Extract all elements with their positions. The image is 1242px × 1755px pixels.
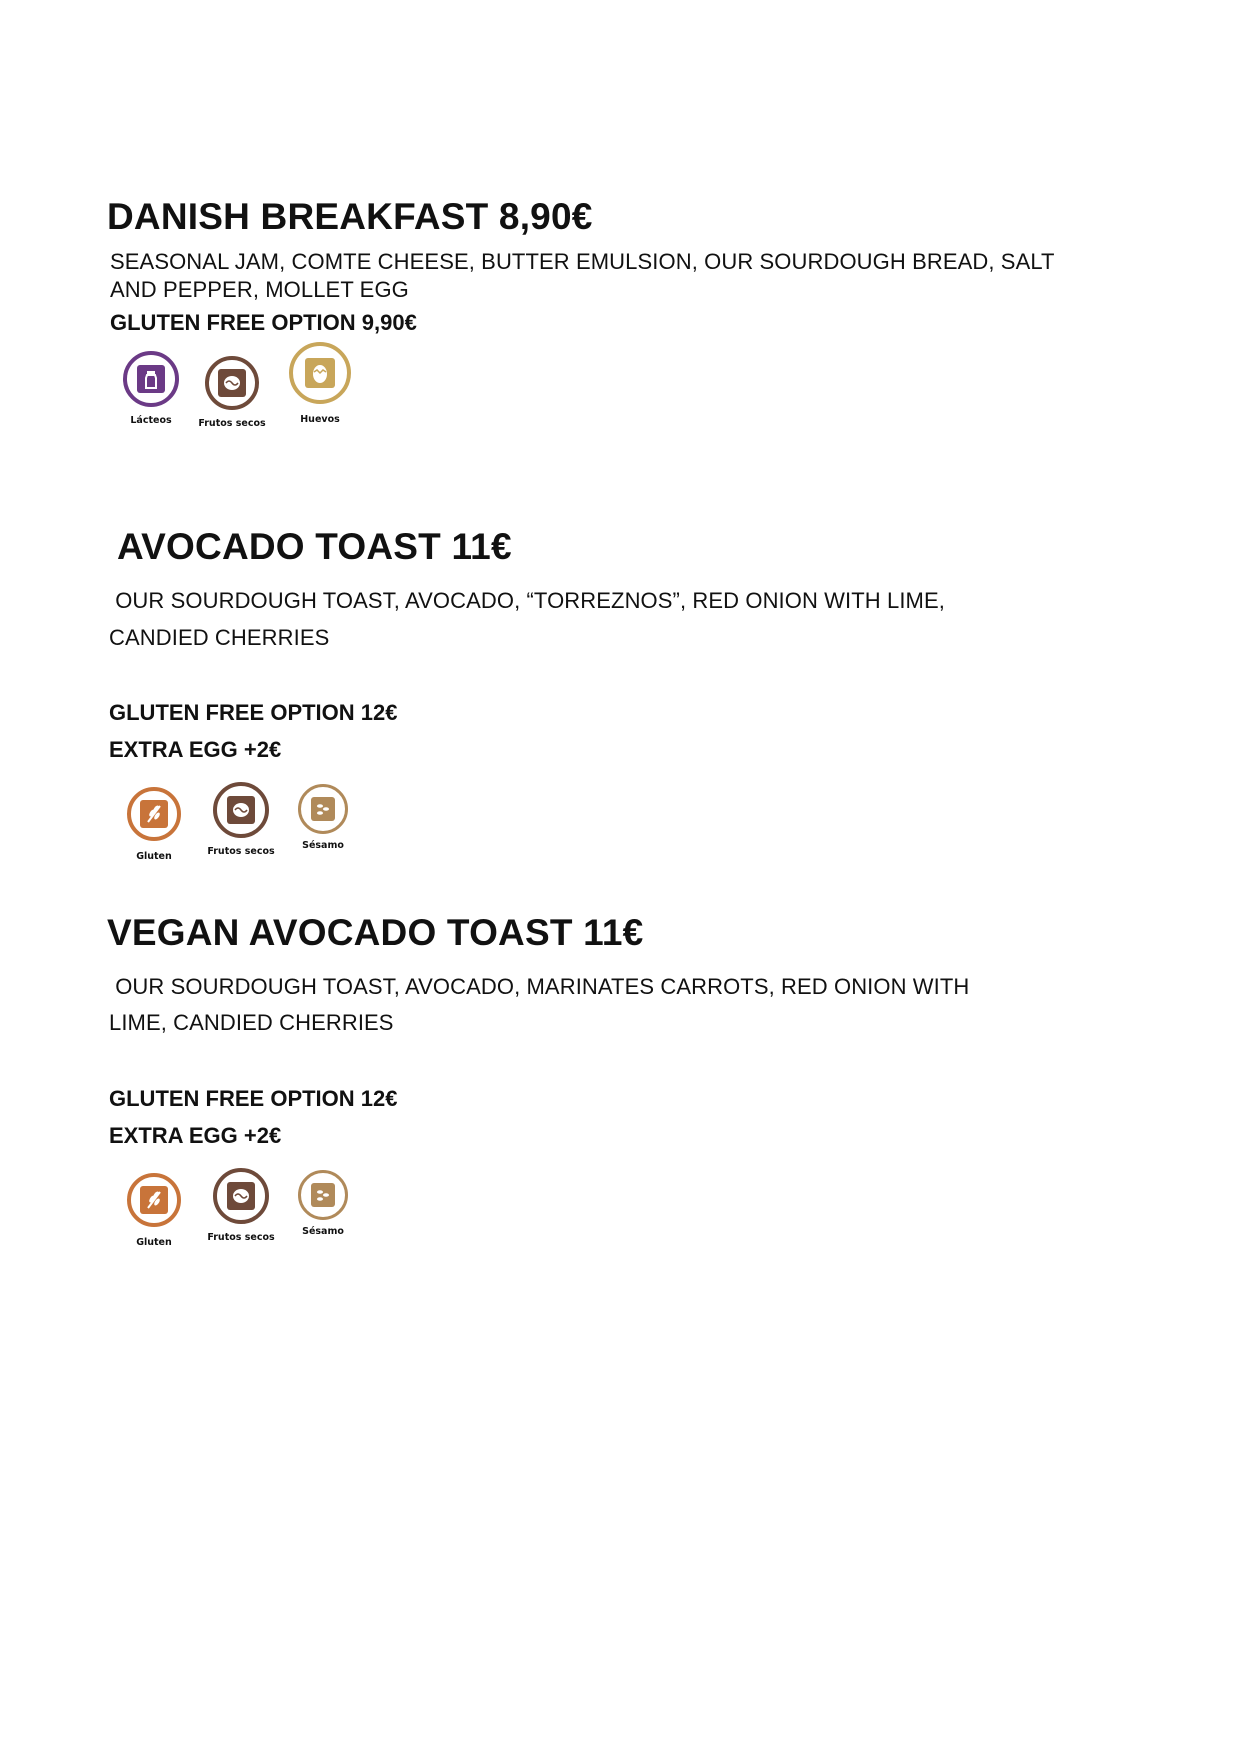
nuts-icon [227,796,255,824]
allergen-label: Gluten [136,1237,172,1248]
sesame-icon [311,797,335,821]
extra-egg-option: EXTRA EGG +2€ [109,1123,282,1148]
item-description-line: OUR SOURDOUGH TOAST, AVOCADO, MARINATES CARROTS, RED ONION WITH [109,974,970,999]
item-description-line: SEASONAL JAM, COMTE CHEESE, BUTTER EMULSION, OUR SOURDOUGH BREAD, SALT [110,249,1055,274]
item-description-line: OUR SOURDOUGH TOAST, AVOCADO, “TORREZNOS”, RED ONION WITH LIME, [109,588,945,613]
item-description-line: LIME, CANDIED CHERRIES [109,1010,394,1035]
egg-icon [305,358,335,388]
gluten-free-option: GLUTEN FREE OPTION 9,90€ [110,310,417,335]
nuts-icon [227,1182,255,1210]
dairy-icon [137,365,165,393]
nuts-icon [218,369,246,397]
item-title: VEGAN AVOCADO TOAST 11€ [107,912,644,953]
allergen-label: Frutos secos [207,1232,275,1243]
allergen-label: Sésamo [302,1226,344,1237]
allergen-label: Huevos [300,414,340,425]
extra-egg-option: EXTRA EGG +2€ [109,737,282,762]
item-title: AVOCADO TOAST 11€ [117,526,512,567]
allergen-label: Sésamo [302,840,344,851]
allergen-label: Gluten [136,851,172,862]
allergen-label: Frutos secos [198,418,266,429]
allergen-label: Lácteos [130,415,172,426]
allergen-label: Frutos secos [207,846,275,857]
item-description-line: CANDIED CHERRIES [109,625,330,650]
item-description-line: AND PEPPER, MOLLET EGG [110,277,409,302]
gluten-free-option: GLUTEN FREE OPTION 12€ [109,1086,398,1111]
gluten-free-option: GLUTEN FREE OPTION 12€ [109,700,398,725]
wheat-icon [140,1186,168,1214]
item-title: DANISH BREAKFAST 8,90€ [107,196,593,237]
sesame-icon [311,1183,335,1207]
wheat-icon [140,800,168,828]
